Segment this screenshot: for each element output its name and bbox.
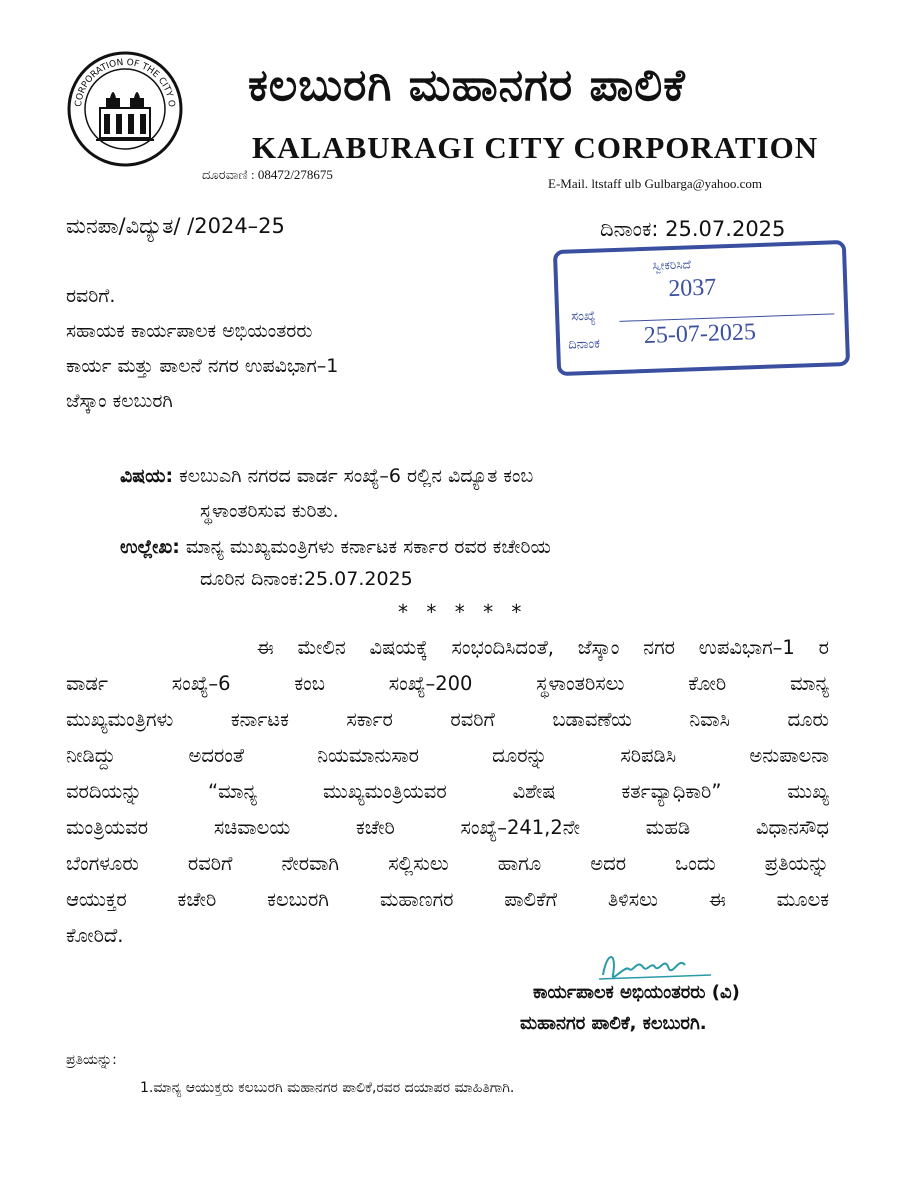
body-line: ಮಂತ್ರಿಯವರ ಸಚಿವಾಲಯ ಕಚೇರಿ ಸಂಖ್ಯೆ–241,2ನೇ ಮಹಡಿ ವಿಧಾನಸೌಧ bbox=[66, 816, 829, 839]
body-line: ಮುಖ್ಯಮಂತ್ರಿಗಳು ಕರ್ನಾಟಕ ಸರ್ಕಾರ ರವರಿಗೆ ಬಡಾವಣೆಯ ನಿವಾಸಿ ದೂರು bbox=[66, 708, 829, 731]
letter-date: ದಿನಾಂಕ: 25.07.2025 bbox=[600, 217, 786, 241]
corporation-seal bbox=[66, 50, 184, 168]
body-line: ಈ ಮೇಲಿನ ವಿಷಯಕ್ಕೆ ಸಂಭಂದಿಸಿದಂತೆ, ಜೆಸ್ಕಾಂ ನಗರ ಉಪವಿಭಾಗ–1 ರ bbox=[66, 636, 829, 659]
reference-note-label: ಉಲ್ಲೇಖ: bbox=[120, 536, 180, 558]
address-line-1: ರವರಿಗೆ. bbox=[66, 285, 116, 307]
received-stamp bbox=[553, 240, 850, 376]
svg-text:CORPORATION OF THE CITY OF GUL bbox=[66, 50, 176, 108]
signatory-office: ಮಹಾನಗರ ಪಾಲಿಕೆ, ಕಲಬುರಗಿ. bbox=[520, 1013, 707, 1034]
header-title-english: KALABURAGI CITY CORPORATION bbox=[252, 130, 819, 165]
body-paragraph bbox=[66, 630, 829, 954]
subject-block bbox=[120, 465, 533, 487]
subject-line-1: ಕಲಬುಎಗಿ ನಗರದ ವಾರ್ಡ ಸಂಖ್ಯೆ–6 ರಲ್ಲಿನ ವಿದ್ಯೂತ ಕಂಬ bbox=[179, 465, 534, 487]
reference-number: ಮನಪಾ/ವಿದ್ಯುತ/ /2024–25 bbox=[66, 214, 285, 238]
header-email: E-Mail. ltstaff ulb Gulbarga@yahoo.com bbox=[548, 176, 763, 191]
copy-to-label: ಪ್ರತಿಯನ್ನು: bbox=[66, 1052, 117, 1068]
stamp-date-label: ದಿನಾಂಕ bbox=[567, 336, 601, 353]
stamp-date: 25-07-2025 bbox=[643, 319, 757, 350]
address-line-2: ಸಹಾಯಕ ಕಾರ್ಯಪಾಲಕ ಅಭಿಯಂತರರು bbox=[66, 320, 313, 342]
reference-note-line-1: ಮಾನ್ಯ ಮುಖ್ಯಮಂತ್ರಿಗಳು ಕರ್ನಾಟಕ ಸರ್ಕಾರ ರವರ ಕಚೇರಿಯ bbox=[185, 536, 551, 558]
body-line: ವಾರ್ಡ ಸಂಖ್ಯೆ–6 ಕಂಬ ಸಂಖ್ಯೆ–200 ಸ್ಥಳಾಂತರಿಸಲು ಕೋರಿ ಮಾನ್ಯ bbox=[66, 672, 829, 695]
stamp-number: 2037 bbox=[667, 274, 717, 303]
header-phone: ದೂರವಾಣಿ : 08472/278675 bbox=[202, 167, 333, 182]
copy-to-item-1: 1.ಮಾನ್ಯ ಆಯುಕ್ತರು ಕಲಬುರಗಿ ಮಹಾನಗರ ಪಾಲಿಕೆ,ರವರ ದಯಾಪರ ಮಾಹಿತಿಗಾಗಿ. bbox=[140, 1080, 515, 1096]
reference-note-block bbox=[120, 536, 551, 558]
body-line: ಕೋರಿದೆ. bbox=[66, 924, 124, 947]
body-line: ವರದಿಯನ್ನು “ಮಾನ್ಯ ಮುಖ್ಯಮಂತ್ರಿಯವರ ವಿಶೇಷ ಕರ್ತವ್ಯಾಧಿಕಾರಿ” ಮುಖ್ಯ bbox=[66, 780, 829, 803]
body-line: ಆಯುಕ್ತರ ಕಚೇರಿ ಕಲಬುರಗಿ ಮಹಾಣಗರ ಪಾಲಿಕೆಗೆ ತಿಳಿಸಲು ಈ ಮೂಲಕ bbox=[66, 888, 829, 911]
address-line-4: ಜೆಸ್ಕಾಂ ಕಲಬುರಗಿ bbox=[66, 390, 173, 412]
body-line: ನೀಡಿದ್ದು ಅದರಂತೆ ನಿಯಮಾನುಸಾರ ದೂರನ್ನು ಸರಿಪಡಿಸಿ ಅನುಪಾಲನಾ bbox=[66, 744, 829, 767]
reference-note-line-2: ದೂರಿನ ದಿನಾಂಕ:25.07.2025 bbox=[200, 568, 413, 590]
subject-line-2: ಸ್ಥಳಾಂತರಿಸುವ ಕುರಿತು. bbox=[200, 500, 339, 522]
header-title-kannada: ಕಲಬುರಗಿ ಮಹಾನಗರ ಪಾಲಿಕೆ bbox=[248, 60, 686, 111]
seal-ring-text: CORPORATION OF THE CITY O bbox=[73, 57, 177, 108]
body-line: ಬೆಂಗಳೂರು ರವರಿಗೆ ನೇರವಾಗಿ ಸಲ್ಲಿಸುಲು ಹಾಗೂ ಅದರ ಒಂದು ಪ್ರತಿಯನ್ನು bbox=[66, 852, 829, 875]
separator-stars: * * * * * bbox=[398, 600, 528, 624]
signatory-designation: ಕಾರ್ಯಪಾಲಕ ಅಭಿಯಂತರರು (ವಿ) bbox=[533, 982, 740, 1003]
address-line-3: ಕಾರ್ಯ ಮತ್ತು ಪಾಲನೆ ನಗರ ಉಪವಿಭಾಗ–1 bbox=[66, 355, 339, 377]
stamp-heading: ಸ್ವೀಕರಿಸಿದೆ bbox=[652, 257, 692, 273]
subject-label: ವಿಷಯ: bbox=[120, 465, 174, 487]
stamp-number-label: ಸಂಖ್ಯೆ bbox=[570, 308, 596, 325]
